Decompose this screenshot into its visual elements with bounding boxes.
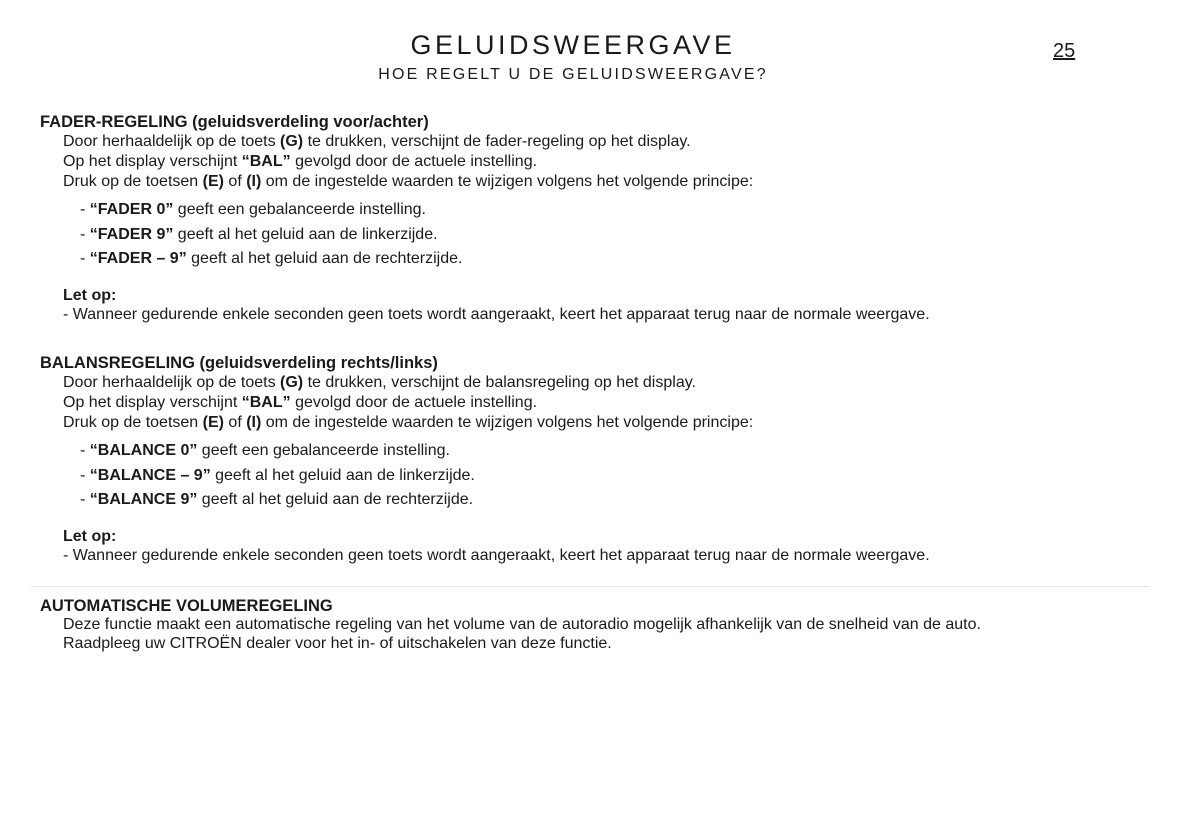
fader-note-text: - Wanneer gedurende enkele seconden geen toets wordt aangeraakt, keert het apparaat terug naar de normale weergave. bbox=[63, 305, 930, 323]
fader-list bbox=[40, 198, 1120, 272]
list-item: - “FADER – 9” geeft al het geluid aan de rechterzijde. bbox=[80, 250, 463, 267]
auto-volume-para-1: Deze functie maakt een automatische regeling van het volume van de autoradio mogelijk afhankelijk van de snelheid van de auto. bbox=[63, 616, 981, 633]
auto-volume-heading: AUTOMATISCHE VOLUMEREGELING bbox=[40, 597, 333, 615]
page-subtitle: HOE REGELT U DE GELUIDSWEERGAVE? bbox=[378, 66, 768, 83]
list-item: - “BALANCE – 9” geeft al het geluid aan de linkerzijde. bbox=[80, 466, 475, 484]
balance-note-label: Let op: bbox=[63, 527, 117, 545]
balance-list bbox=[40, 439, 1120, 513]
list-item: - “BALANCE 0” geeft een gebalanceerde instelling. bbox=[80, 442, 450, 459]
fader-section bbox=[40, 112, 1120, 324]
page-title: GELUIDSWEERGAVE bbox=[410, 30, 736, 60]
divider bbox=[30, 586, 1150, 587]
balance-heading: BALANSREGELING (geluidsverdeling rechts/links) bbox=[40, 354, 438, 372]
fader-note-label: Let op: bbox=[63, 286, 117, 304]
list-item: - “FADER 0” geeft een gebalanceerde instelling. bbox=[80, 201, 426, 218]
list-item: - “FADER 9” geeft al het geluid aan de linkerzijde. bbox=[80, 225, 438, 243]
balance-line-1: Door herhaaldelijk op de toets (G) te drukken, verschijnt de balansregeling op het display. bbox=[63, 374, 696, 391]
auto-volume-para-2: Raadpleeg uw CITROËN dealer voor het in- of uitschakelen van deze functie. bbox=[63, 635, 612, 652]
fader-line-1: Door herhaaldelijk op de toets (G) te drukken, verschijnt de fader-regeling op het display. bbox=[63, 133, 691, 150]
list-item: - “BALANCE 9” geeft al het geluid aan de rechterzijde. bbox=[80, 491, 474, 508]
fader-heading: FADER-REGELING (geluidsverdeling voor/achter) bbox=[40, 113, 429, 131]
auto-volume-section bbox=[40, 596, 1115, 654]
balance-section bbox=[40, 353, 1120, 565]
page-number: 25 bbox=[1053, 40, 1076, 62]
fader-line-2: Op het display verschijnt “BAL” gevolgd door de actuele instelling. bbox=[63, 153, 538, 170]
balance-note-text: - Wanneer gedurende enkele seconden geen toets wordt aangeraakt, keert het apparaat terug naar de normale weergave. bbox=[63, 546, 930, 564]
balance-line-2: Op het display verschijnt “BAL” gevolgd door de actuele instelling. bbox=[63, 394, 538, 411]
fader-line-3: Druk op de toetsen (E) of (I) om de ingestelde waarden te wijzigen volgens het volgende principe: bbox=[63, 173, 754, 190]
balance-line-3: Druk op de toetsen (E) of (I) om de ingestelde waarden te wijzigen volgens het volgende principe: bbox=[63, 414, 754, 431]
